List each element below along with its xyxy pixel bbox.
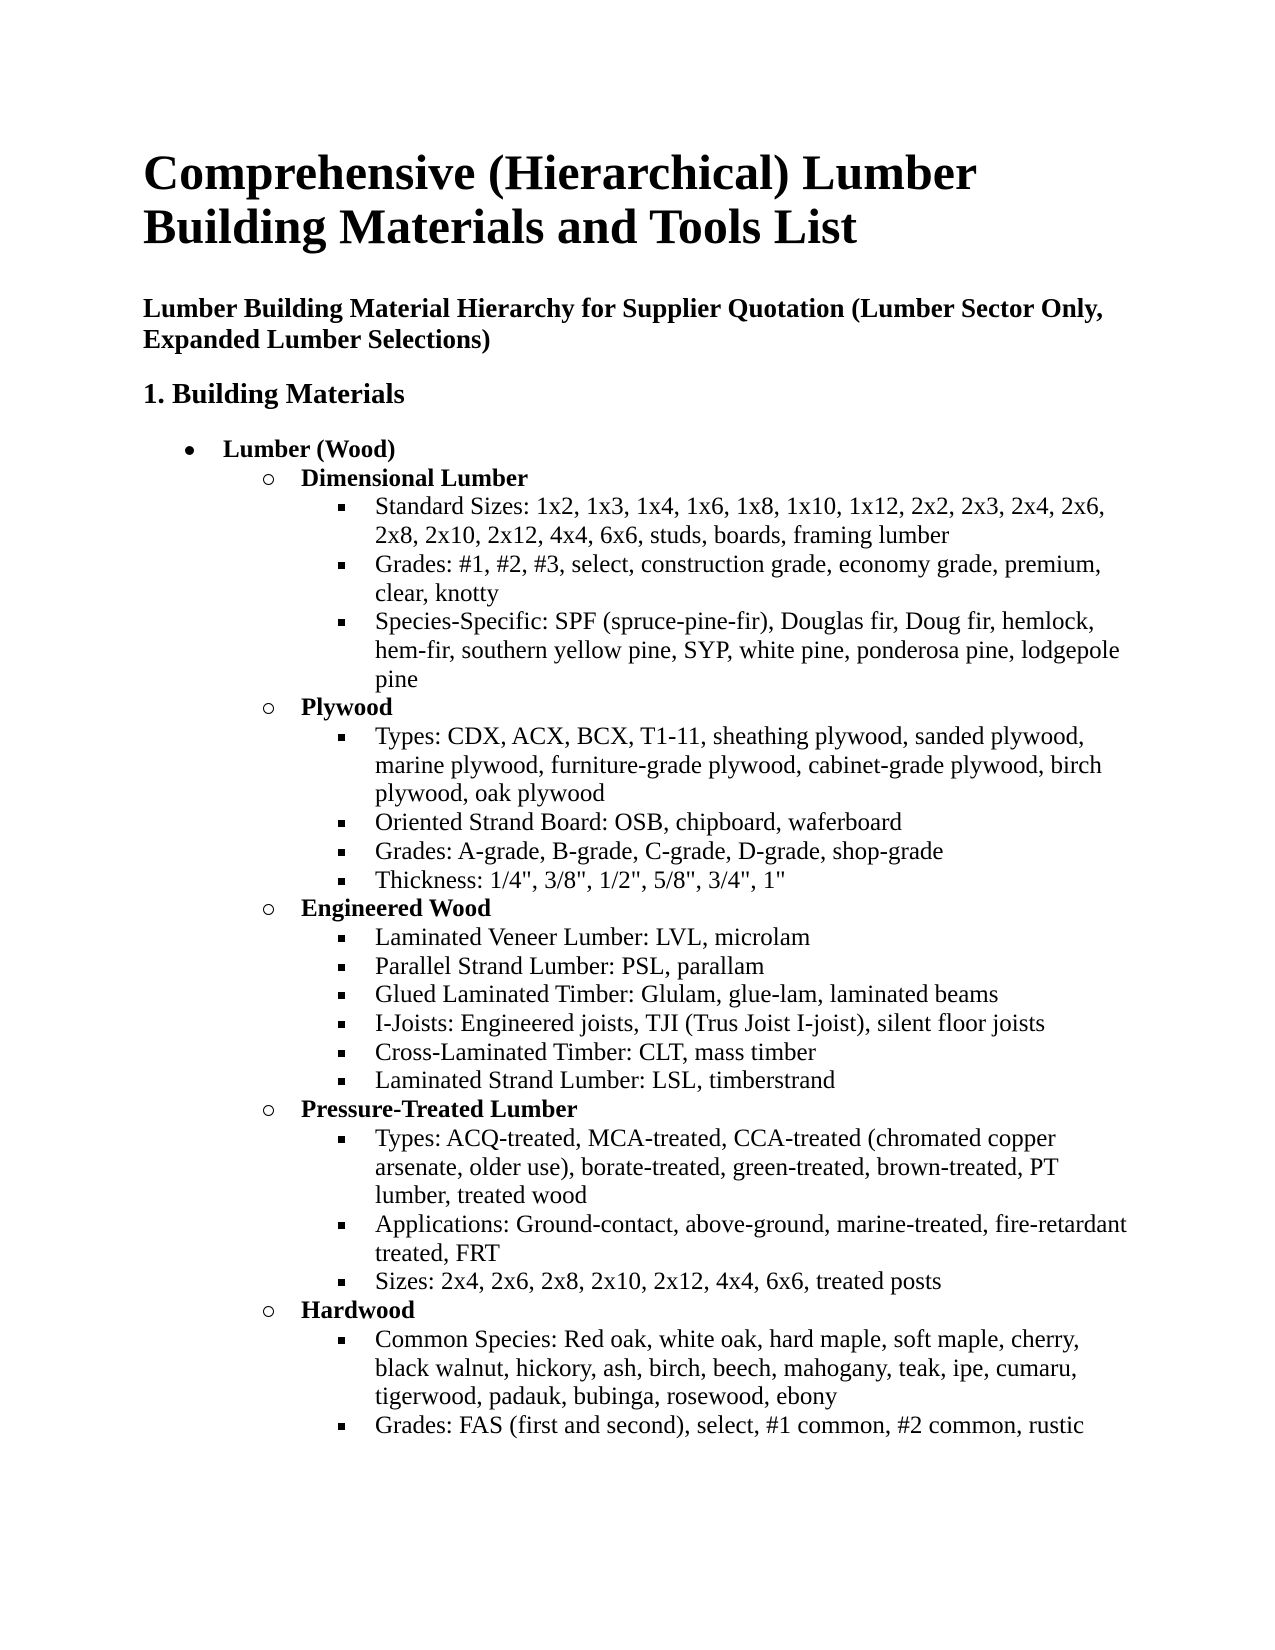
category-item-hardwood bbox=[143, 1297, 1132, 1326]
spec-item bbox=[143, 1010, 1132, 1039]
bullet-square-icon bbox=[338, 964, 345, 971]
bullet-disc-icon bbox=[185, 446, 194, 455]
spec-item bbox=[143, 493, 1132, 550]
category-item-plywood bbox=[143, 694, 1132, 723]
document-subtitle: Lumber Building Material Hierarchy for Supplier Quotation (Lumber Sector Only, Expanded Lumber Selections) bbox=[143, 293, 1104, 354]
spec-item-label: I-Joists: Engineered joists, TJI (Trus Joist I-joist), silent floor joists bbox=[375, 1010, 1046, 1038]
spec-item-label: Thickness: 1/4", 3/8", 1/2", 5/8", 3/4", 1" bbox=[375, 866, 786, 894]
spec-item-label: Oriented Strand Board: OSB, chipboard, waferboard bbox=[375, 809, 902, 837]
spec-item-label: Laminated Strand Lumber: LSL, timberstrand bbox=[375, 1067, 836, 1095]
bullet-square-icon bbox=[338, 1423, 345, 1430]
category-item-engineered-wood bbox=[143, 895, 1132, 924]
spec-item-label: Grades: #1, #2, #3, select, construction grade, economy grade, premium, clear, knotty bbox=[375, 550, 1102, 607]
bullet-circle-icon bbox=[263, 703, 274, 714]
category-item-plywood-label: Plywood bbox=[301, 694, 393, 722]
bullet-square-icon bbox=[338, 878, 345, 885]
bullet-square-icon bbox=[338, 619, 345, 626]
spec-item bbox=[143, 867, 1132, 896]
spec-item-label: Applications: Ground-contact, above-ground, marine-treated, fire-retardant treated, FRT bbox=[375, 1210, 1127, 1267]
bullet-square-icon bbox=[338, 504, 345, 511]
spec-item-label: Types: ACQ-treated, MCA-treated, CCA-treated (chromated copper arsenate, older use), borate-treated, green-treated, brown-treated, PT lumber, treated wood bbox=[375, 1124, 1059, 1210]
bullet-square-icon bbox=[338, 1050, 345, 1057]
bullet-square-icon bbox=[338, 1078, 345, 1085]
spec-item bbox=[143, 838, 1132, 867]
spec-item-label: Common Species: Red oak, white oak, hard maple, soft maple, cherry, black walnut, hickory, ash, birch, beech, mahogany, teak, ipe, cumaru, tigerwood, padauk, bubinga, rosewood, ebony bbox=[375, 1325, 1080, 1411]
category-item-pressure-treated-lumber-label: Pressure-Treated Lumber bbox=[301, 1096, 578, 1124]
bullet-square-icon bbox=[338, 1021, 345, 1028]
bullet-square-icon bbox=[338, 734, 345, 741]
bullet-square-icon bbox=[338, 562, 345, 569]
section-heading: 1. Building Materials bbox=[143, 378, 405, 410]
spec-item bbox=[143, 981, 1132, 1010]
spec-item-label: Standard Sizes: 1x2, 1x3, 1x4, 1x6, 1x8, 1x10, 1x12, 2x2, 2x3, 2x4, 2x6, 2x8, 2x10, 2x12, 4x4, 6x6, studs, boards, framing lumber bbox=[375, 493, 1105, 550]
outline-item-lumber-wood bbox=[143, 436, 1132, 465]
bullet-square-icon bbox=[338, 1337, 345, 1344]
spec-item-label: Species-Specific: SPF (spruce-pine-fir), Douglas fir, Doug fir, hemlock, hem-fir, southern yellow pine, SYP, white pine, ponderosa pine, lodgepole pine bbox=[375, 608, 1120, 693]
bullet-circle-icon bbox=[263, 474, 274, 485]
bullet-square-icon bbox=[338, 849, 345, 856]
spec-item-label: Grades: FAS (first and second), select, #1 common, #2 common, rustic bbox=[375, 1411, 1085, 1439]
category-item-hardwood-label: Hardwood bbox=[301, 1297, 415, 1325]
spec-item bbox=[143, 1326, 1132, 1412]
spec-item bbox=[143, 1039, 1132, 1068]
bullet-circle-icon bbox=[263, 1306, 274, 1317]
spec-item bbox=[143, 1211, 1132, 1268]
spec-item bbox=[143, 608, 1132, 694]
outline-item-lumber-wood-label: Lumber (Wood) bbox=[223, 436, 396, 463]
spec-item-label: Grades: A-grade, B-grade, C-grade, D-grade, shop-grade bbox=[375, 837, 944, 865]
spec-item-label: Glued Laminated Timber: Glulam, glue-lam, laminated beams bbox=[375, 981, 999, 1009]
spec-item bbox=[143, 953, 1132, 982]
spec-item-label: Cross-Laminated Timber: CLT, mass timber bbox=[375, 1038, 816, 1066]
spec-item bbox=[143, 1268, 1132, 1297]
category-item-engineered-wood-label: Engineered Wood bbox=[301, 895, 492, 923]
category-item-dimensional-lumber-label: Dimensional Lumber bbox=[301, 464, 529, 492]
bullet-square-icon bbox=[338, 1136, 345, 1143]
bullet-square-icon bbox=[338, 1279, 345, 1286]
category-item-dimensional-lumber bbox=[143, 465, 1132, 494]
spec-item bbox=[143, 809, 1132, 838]
lumber-outline bbox=[143, 436, 1132, 1441]
spec-item bbox=[143, 723, 1132, 809]
spec-item bbox=[143, 551, 1132, 608]
document-title: Comprehensive (Hierarchical) Lumber Building Materials and Tools List bbox=[143, 144, 977, 254]
bullet-circle-icon bbox=[263, 904, 274, 915]
bullet-square-icon bbox=[338, 820, 345, 827]
spec-item-label: Parallel Strand Lumber: PSL, parallam bbox=[375, 952, 765, 980]
bullet-square-icon bbox=[338, 935, 345, 942]
bullet-square-icon bbox=[338, 992, 345, 999]
spec-item bbox=[143, 1067, 1132, 1096]
bullet-square-icon bbox=[338, 1222, 345, 1229]
spec-item-label: Sizes: 2x4, 2x6, 2x8, 2x10, 2x12, 4x4, 6x6, treated posts bbox=[375, 1268, 942, 1296]
spec-item-label: Types: CDX, ACX, BCX, T1-11, sheathing plywood, sanded plywood, marine plywood, furniture-grade plywood, cabinet-grade plywood, birch plywood, oak plywood bbox=[375, 723, 1102, 808]
bullet-circle-icon bbox=[263, 1105, 274, 1116]
category-item-pressure-treated-lumber bbox=[143, 1096, 1132, 1125]
spec-item-label: Laminated Veneer Lumber: LVL, microlam bbox=[375, 923, 811, 951]
spec-item bbox=[143, 1125, 1132, 1211]
spec-item bbox=[143, 1412, 1132, 1441]
spec-item bbox=[143, 924, 1132, 953]
